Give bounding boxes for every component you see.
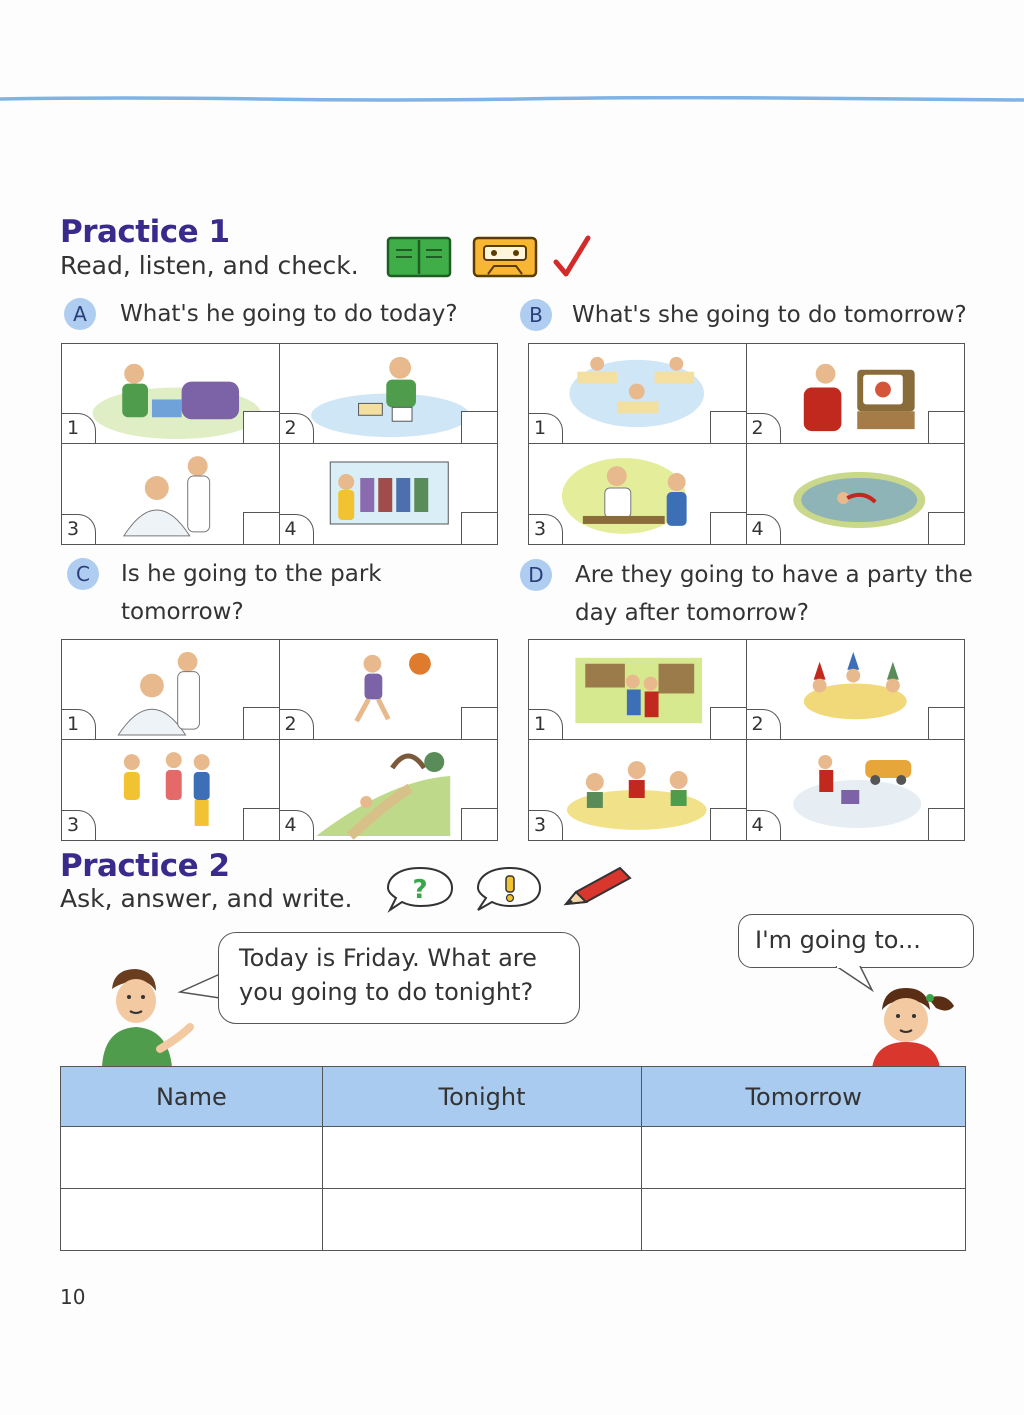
answer-table: [60, 1066, 966, 1251]
svg-text:?: ?: [412, 875, 428, 905]
table-header-row: [61, 1067, 966, 1127]
item-number: 1: [529, 413, 563, 443]
section-d-question-line1: Are they going to have a party the: [575, 562, 973, 588]
section-a-item-3: [62, 444, 280, 544]
header-name: Name: [61, 1067, 323, 1127]
header-tomorrow: Tomorrow: [642, 1067, 966, 1127]
practice-2-instruction: Ask, answer, and write.: [60, 884, 353, 913]
name-cell[interactable]: [61, 1127, 323, 1189]
section-c-badge: C: [67, 558, 99, 590]
item-number: 4: [280, 810, 314, 840]
section-c-question-line2: tomorrow?: [121, 599, 244, 625]
tonight-cell[interactable]: [322, 1127, 642, 1189]
header-tonight: Tonight: [322, 1067, 642, 1127]
item-number: 1: [62, 413, 96, 443]
item-number: 1: [529, 709, 563, 739]
checkbox-d2[interactable]: [928, 707, 964, 739]
name-cell[interactable]: [61, 1189, 323, 1251]
item-number: 3: [62, 810, 96, 840]
question-bubble-icon: [384, 864, 456, 914]
section-d-grid: [528, 639, 965, 841]
pencil-icon: [560, 862, 634, 910]
section-b-item-3: [529, 444, 747, 544]
section-c-question-line1: Is he going to the park: [121, 561, 382, 587]
checkbox-d4[interactable]: [928, 808, 964, 840]
section-d-item-4: [747, 740, 965, 840]
item-number: 3: [529, 514, 563, 544]
girl-speech-bubble: [738, 914, 974, 968]
table-row: [61, 1189, 966, 1251]
girl-illustration: [866, 980, 962, 1068]
top-rule: [0, 96, 1024, 102]
boy-speech-line1: Today is Friday. What are: [239, 944, 537, 972]
section-d-badge: D: [520, 559, 552, 591]
section-a-item-1: [62, 344, 280, 444]
item-number: 4: [747, 810, 781, 840]
section-d-item-3: [529, 740, 747, 840]
tomorrow-cell[interactable]: [642, 1127, 966, 1189]
section-c-item-1: [62, 640, 280, 740]
section-a-grid: [61, 343, 498, 545]
page-number: 10: [60, 1285, 86, 1309]
boy-bubble-tail: [176, 972, 222, 1002]
section-a-question: What's he going to do today?: [120, 301, 458, 327]
section-b-item-2: [747, 344, 965, 444]
section-b-item-1: [529, 344, 747, 444]
checkbox-b4[interactable]: [928, 512, 964, 544]
item-number: 3: [529, 810, 563, 840]
checkbox-b1[interactable]: [710, 411, 746, 443]
checkmark-icon: [552, 234, 592, 280]
practice-2-title: Practice 2: [60, 848, 230, 884]
section-c-item-3: [62, 740, 280, 840]
table-row: [61, 1127, 966, 1189]
checkbox-d3[interactable]: [710, 808, 746, 840]
item-number: 1: [62, 709, 96, 739]
practice-1-instruction: Read, listen, and check.: [60, 251, 359, 280]
checkbox-c1[interactable]: [243, 707, 279, 739]
section-a-item-2: [280, 344, 498, 444]
item-number: 2: [280, 709, 314, 739]
section-b-item-4: [747, 444, 965, 544]
item-number: 2: [747, 709, 781, 739]
item-number: 4: [280, 514, 314, 544]
exclamation-bubble-icon: [470, 864, 544, 914]
checkbox-c4[interactable]: [461, 808, 497, 840]
section-d-question-line2: day after tomorrow?: [575, 600, 809, 626]
item-number: 3: [62, 514, 96, 544]
checkbox-b3[interactable]: [710, 512, 746, 544]
tomorrow-cell[interactable]: [642, 1189, 966, 1251]
cassette-icon: [472, 236, 538, 278]
checkbox-a4[interactable]: [461, 512, 497, 544]
section-c-grid: [61, 639, 498, 841]
item-number: 2: [280, 413, 314, 443]
checkbox-a2[interactable]: [461, 411, 497, 443]
item-number: 2: [747, 413, 781, 443]
item-number: 4: [747, 514, 781, 544]
section-b-badge: B: [520, 299, 552, 331]
section-c-item-4: [280, 740, 498, 840]
section-c-item-2: [280, 640, 498, 740]
girl-speech-text: I'm going to...: [755, 926, 921, 954]
section-b-grid: [528, 343, 965, 545]
boy-speech-bubble: [218, 932, 580, 1024]
book-icon: [386, 236, 452, 278]
section-a-badge: A: [64, 298, 96, 330]
checkbox-a1[interactable]: [243, 411, 279, 443]
checkbox-a3[interactable]: [243, 512, 279, 544]
checkbox-b2[interactable]: [928, 411, 964, 443]
checkbox-c2[interactable]: [461, 707, 497, 739]
practice-1-title: Practice 1: [60, 214, 230, 250]
tonight-cell[interactable]: [322, 1189, 642, 1251]
section-d-item-1: [529, 640, 747, 740]
checkbox-c3[interactable]: [243, 808, 279, 840]
boy-speech-line2: you going to do tonight?: [239, 978, 534, 1006]
section-d-item-2: [747, 640, 965, 740]
checkbox-d1[interactable]: [710, 707, 746, 739]
section-a-item-4: [280, 444, 498, 544]
section-b-question: What's she going to do tomorrow?: [572, 302, 967, 328]
